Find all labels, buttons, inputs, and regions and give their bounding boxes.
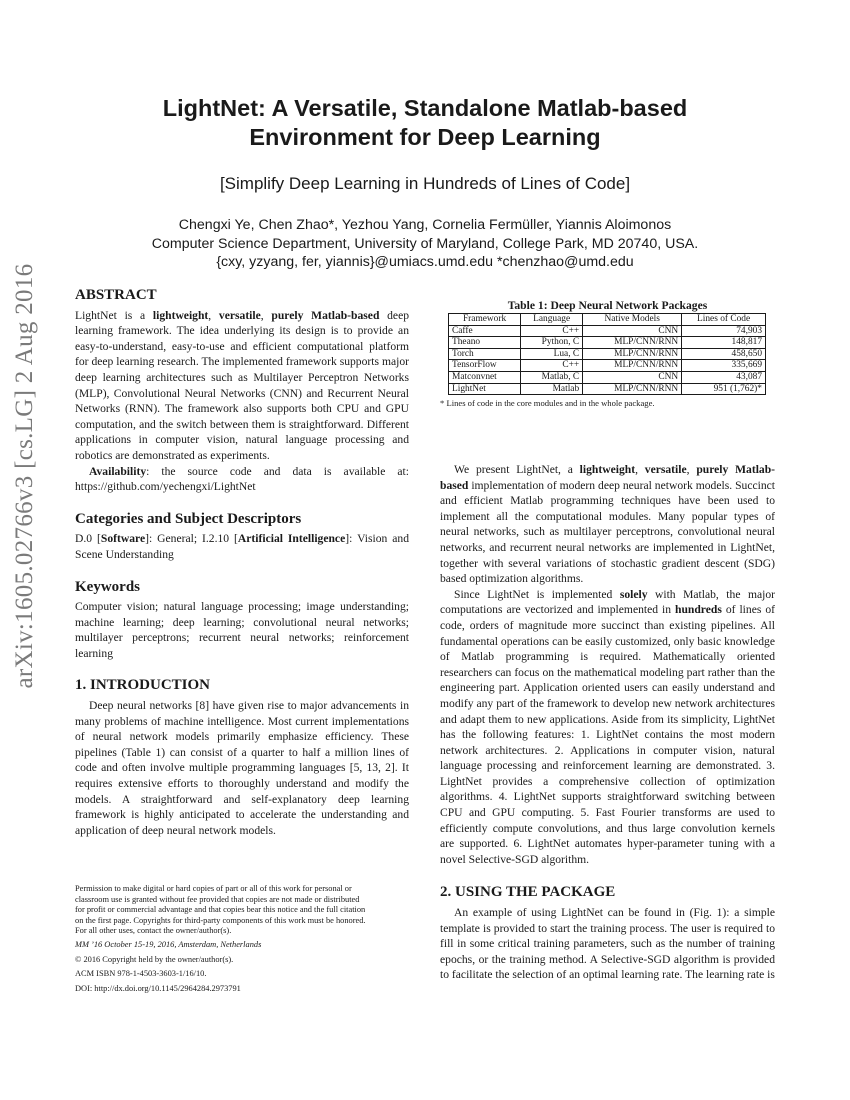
text-run: We present LightNet, a [454,463,580,476]
table-row [449,337,766,349]
left-column [75,288,409,838]
bold-run: lightweight [579,463,636,476]
table-cell: Theano [449,337,521,349]
table-cell: CNN [583,371,682,383]
text-run: with Matlab, the major computations are vectorized and implemented in [440,587,775,617]
table-cell: Torch [449,348,521,360]
categories-run: ]: General; I.2.10 [ [145,532,238,546]
author-block [60,216,790,272]
table-cell: C++ [521,325,583,337]
table-cell: 951 (1,762)* [682,383,766,395]
abstract-run: LightNet is a [75,308,153,322]
bold-run: versatile [644,463,687,476]
permission-line: Permission to make digital or hard copies of part or all of this work for personal or [75,884,352,893]
table-row [449,371,766,383]
table-header-cell: Framework [449,314,521,326]
title-line-2: Environment for Deep Learning [249,124,601,150]
title-line-1: LightNet: A Versatile, Standalone Matlab-based [162,95,688,121]
table-cell: Matlab [521,383,583,395]
permission-block [75,884,409,994]
availability-url: : the source code and data is available at: https://github.com/yechengxi/LightNet [75,464,409,494]
text-run: implementation of modern deep neural network models. Succinct and efficient Matlab programming techniques have been used to implement all the computational modules. Many popular types of neural networks, such as multilayer perceptrons, convolutional neural networks, and recurrent neural networks are implemented in LightNet, together with several variations of stochastic gradient descent (SDG) based optimization algorithms. [440,478,775,586]
abstract-run: deep learning framework. The idea underlying its design is to provide an easy-to-understand, easy-to-use and efficient computational platform for deep learning research. The implemented framework supports major deep learning architectures such as Multilayer Perceptron Networks (MLP), Convolutional Neural Networks (CNN) and Recurrent Neural Networks (RNN). The framework also supports both CPU and GPU computation, and the switch between them is straightforward. Different applications in computer vision, natural language processing and robotics are demonstrated as experiments. [75,308,410,462]
table-row [449,383,766,395]
introduction-text: Deep neural networks [8] have given rise to major advancements in many problems of machine intelligence. Most current implementations of neural network models primarily emphasize efficiency. These pipelines (Table 1) can consist of a quarter to half a million lines of code and often involve multiple programming languages [5, 13, 2]. It requires extensive efforts to thoroughly understand and modify the models. A straightforward and self-explanatory deep learning framework is highly anticipated to accelerate the understanding and application of deep neural network models. [75,699,409,837]
abstract-run: , [208,308,219,322]
bold-run: hundreds [675,603,722,617]
overview-paragraph [440,462,775,587]
table-cell: LightNet [449,383,521,395]
keywords-heading: Keywords [75,578,140,595]
paper-title [80,94,770,152]
table-cell: Python, C [521,337,583,349]
introduction-heading: 1. INTRODUCTION [75,677,211,694]
author-names: Chengxi Ye, Chen Zhao*, Yezhou Yang, Cornelia Fermüller, Yiannis Aloimonos [178,217,672,233]
permission-line: classroom use is granted without fee provided that copies are not made or distributed [75,894,360,904]
table-header-cell: Lines of Code [682,314,766,326]
table-header-cell: Native Models [583,314,682,326]
bold-run: purely Matlab-based [440,463,776,492]
copyright-line: © 2016 Copyright held by the owner/author(s). [75,954,234,964]
features-paragraph [440,587,775,868]
text-run: , [635,463,645,476]
table-header-row [449,314,766,326]
table-cell: MLP/CNN/RNN [583,348,682,360]
text-run: of lines of code, orders of magnitude more succinct than existing pipelines. All fundamental operations can be easily customized, only basic knowledge of Matlab programming is required. Mathematically oriented researchers can focus on the mathematical modeling part rather than the engineering part. Application oriented users can easily understand and modify any part of the framework to develop new network architectures and adapt them to new applications. Aside from its simplicity, LightNet has the following features: 1. LightNet contains the most modern network architectures. 2. Applications in computer vision, natural language processing and reinforcement learning are demonstrated. 3. LightNet provides a comprehensive collection of optimization algorithms. 4. LightNet supports straightforward switching between CPU and GPU computing. 5. Fast Fourier transforms are used to efficiently compute convolutions, and thus large convolution kernels are supported. 6. LightNet automates hyper-parameter tuning with a novel Selective-SGD algorithm. [440,603,775,866]
availability-label: Availability [89,464,147,478]
table-cell: TensorFlow [449,360,521,372]
using-package-heading: 2. USING THE PACKAGE [440,884,616,901]
table-cell: MLP/CNN/RNN [583,337,682,349]
availability-text [75,464,409,495]
table-cell: CNN [583,325,682,337]
table-cell: 335,669 [682,360,766,372]
bold-run: solely [619,587,648,601]
doi-line: DOI: http://dx.doi.org/10.1145/2964284.2973791 [75,983,241,993]
text-run: , [686,463,697,476]
abstract-bold: lightweight [152,308,209,322]
using-package-text: An example of using LightNet can be found in (Fig. 1): a simple template is provided to start the training process. The user is required to fill in some critical training parameters, such as the number of training epochs, or the training method. A Selective-SGD algorithm is provided to facilitate the selection of an optimal learning rate. The learning rate is [440,906,775,982]
abstract-bold: purely Matlab-based [271,308,380,322]
table-cell: Caffe [449,325,521,337]
table-cell: Lua, C [521,348,583,360]
paper-subtitle: [Simplify Deep Learning in Hundreds of Lines of Code] [219,174,631,193]
categories-bold: Artificial Intelligence [237,532,346,546]
table-cell: Matconvnet [449,371,521,383]
arxiv-identifier: arXiv:1605.02766v3 [cs.LG] 2 Aug 2016 [11,263,38,689]
permission-line: For all other uses, contact the owner/author(s). [75,926,232,936]
abstract-bold: versatile [218,308,261,322]
table-row [449,360,766,372]
author-emails: {cxy, yzyang, fer, yiannis}@umiacs.umd.edu *chenzhao@umd.edu [216,254,634,270]
table-row [449,348,766,360]
table-cell: 148,817 [682,337,766,349]
table-footnote: * Lines of code in the core modules and in the whole package. [440,398,655,408]
categories-run: ]: Vision and Scene Understanding [75,532,409,561]
table-caption: Table 1: Deep Neural Network Packages [507,299,708,312]
table-cell: 458,650 [682,348,766,360]
abstract-text [75,308,409,464]
keywords-text: Computer vision; natural language processing; image understanding; machine learning; deep learning; convolutional neural networks; multilayer perceptrons; recurrent neural networks; reinforcement learning [75,600,409,660]
permission-line: on the first page. Copyrights for third-party components of this work must be honored. [75,915,366,925]
categories-run: D.0 [ [75,532,101,546]
table-row [449,325,766,337]
table-header-cell: Language [521,314,583,326]
author-affiliation: Computer Science Department, University of Maryland, College Park, MD 20740, USA. [151,235,699,252]
categories-heading: Categories and Subject Descriptors [75,510,302,527]
abstract-run: , [260,308,272,322]
packages-table [448,313,766,395]
isbn-line: ACM ISBN 978-1-4503-3603-1/16/10. [75,969,207,979]
categories-text [75,531,409,562]
table-cell: Matlab, C [521,371,583,383]
table-cell: C++ [521,360,583,372]
table-cell: MLP/CNN/RNN [583,360,682,372]
venue-line: MM ’16 October 15-19, 2016, Amsterdam, Netherlands [75,939,262,949]
table-cell: MLP/CNN/RNN [583,383,682,395]
right-column [440,462,775,983]
abstract-heading: ABSTRACT [75,287,157,303]
table-cell: 43,087 [682,371,766,383]
text-run: Since LightNet is implemented [454,587,620,601]
permission-line: for profit or commercial advantage and that copies bear this notice and the full citation [75,905,366,915]
categories-bold: Software [100,532,146,546]
table-cell: 74,903 [682,325,766,337]
